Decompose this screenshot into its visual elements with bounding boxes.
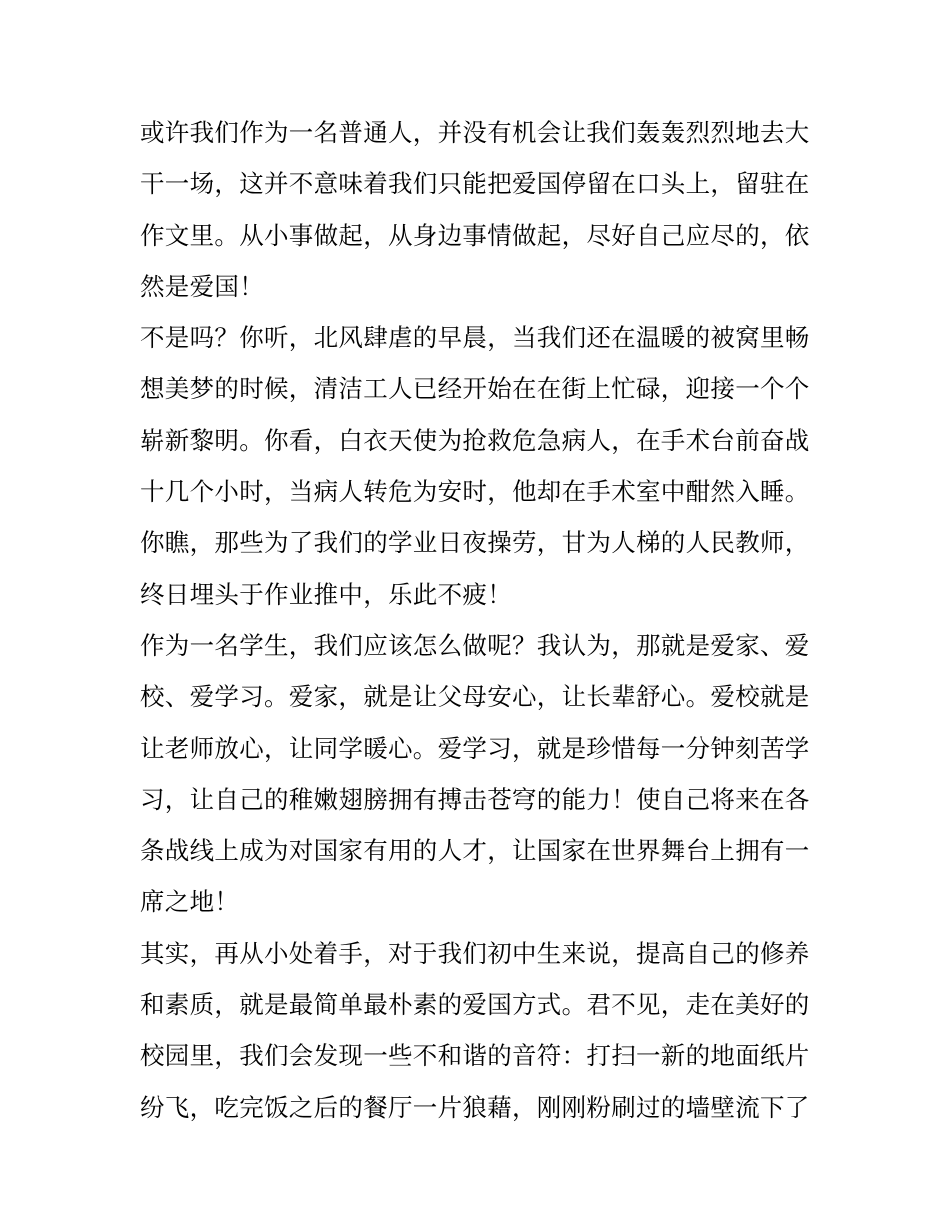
text-line: 崭新黎明。你看，白衣天使为抢救危急病人，在手术台前奋战: [140, 425, 810, 455]
text-line: 然是爱国！: [140, 271, 264, 301]
essay-body: [140, 107, 820, 1133]
text-line: 习，让自己的稚嫩翅膀拥有搏击苍穹的能力！使自己将来在各: [140, 784, 810, 814]
text-line: 和素质，就是最简单最朴素的爱国方式。君不见，走在美好的: [140, 990, 810, 1020]
text-line: 或许我们作为一名普通人，并没有机会让我们轰轰烈烈地去大: [140, 118, 810, 147]
text-line: 你瞧，那些为了我们的学业日夜操劳，甘为人梯的人民教师，: [140, 528, 810, 558]
text-line: 条战线上成为对国家有用的人才，让国家在世界舞台上拥有一: [140, 836, 810, 866]
text-line: 终日埋头于作业推中，乐此不疲！: [140, 579, 512, 609]
text-line: 干一场，这并不意味着我们只能把爱国停留在口头上，留驻在: [140, 169, 810, 199]
text-line: 十几个小时，当病人转危为安时，他却在手术室中酣然入睡。: [140, 477, 810, 507]
text-line: 其实，再从小处着手，对于我们初中生来说，提高自己的修养: [140, 938, 810, 968]
text-line: 校、爱学习。爱家，就是让父母安心，让长辈舒心。爱校就是: [140, 682, 810, 712]
text-line: 纷飞，吃完饭之后的餐厅一片狼藉，刚刚粉刷过的墙壁流下了: [140, 1092, 810, 1122]
text-line: 作为一名学生，我们应该怎么做呢？我认为，那就是爱家、爱: [140, 630, 810, 660]
text-line: 席之地！: [140, 887, 240, 917]
text-line: 让老师放心，让同学暖心。爱学习，就是珍惜每一分钟刻苦学: [140, 733, 810, 763]
text-line: 校园里，我们会发现一些不和谐的音符：打扫一新的地面纸片: [140, 1041, 810, 1071]
text-line: 不是吗？你听，北风肆虐的早晨，当我们还在温暖的被窝里畅: [140, 323, 810, 353]
text-line: 作文里。从小事做起，从身边事情做起，尽好自己应尽的，依: [140, 220, 810, 250]
text-line: 想美梦的时候，清洁工人已经开始在在街上忙碌，迎接一个个: [140, 374, 810, 404]
